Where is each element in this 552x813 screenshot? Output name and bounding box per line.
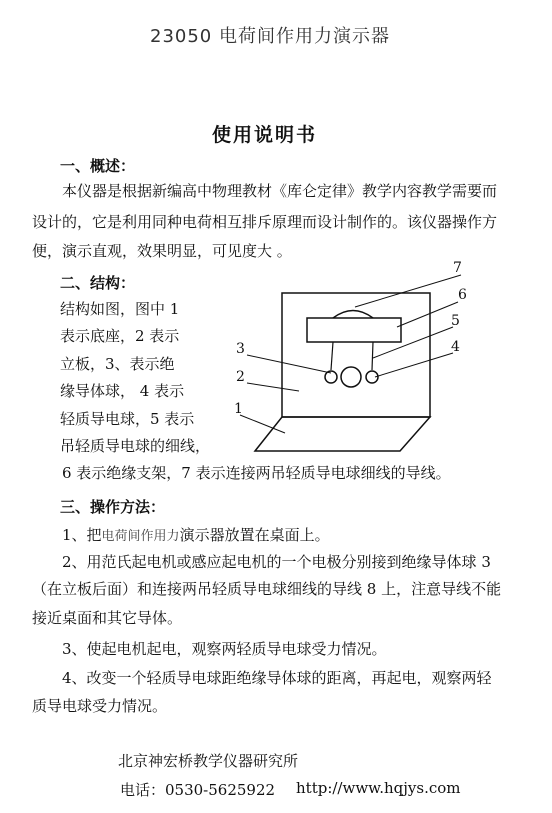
footer-phone: 电话：0530-5625922 <box>120 781 276 799</box>
structure-line-3: 立板，3、表示绝 <box>60 355 175 373</box>
operation-heading: 三、操作方法： <box>60 498 166 516</box>
footer-institute: 北京神宏桥教学仪器研究所 <box>118 752 299 770</box>
label-2: 2 <box>236 369 245 385</box>
structure-line-6: 吊轻质导电球的细线， <box>60 437 211 455</box>
structure-line-5: 轻质导电球，5 表示 <box>60 410 195 428</box>
label-3: 3 <box>236 341 245 357</box>
step-1 <box>62 524 330 545</box>
step-2-line-1: 2、用范氏起电机或感应起电机的一个电极分别接到绝缘导体球 3 <box>62 553 491 571</box>
document-title: 使用说明书 <box>212 124 318 146</box>
structure-line-4: 缘导体球， 4 表示 <box>60 382 185 400</box>
label-5: 5 <box>451 313 460 329</box>
overview-line-3: 便，演示直观，效果明显，可见度大 。 <box>32 242 292 260</box>
step-4-line-1: 4、改变一个轻质导电球距绝缘导体球的距离，再起电，观察两轻 <box>62 669 492 687</box>
step-2-line-3: 接近桌面和其它导体。 <box>32 609 183 627</box>
structure-heading: 二、结构： <box>60 274 136 292</box>
thread-left <box>331 342 333 370</box>
page-header: 23050 电荷间作用力演示器 <box>150 26 390 47</box>
insulating-support <box>307 318 401 342</box>
structure-tail: 6 表示绝缘支架，7 表示连接两吊轻质导电球细线的导线。 <box>62 464 451 482</box>
thread-right <box>372 342 373 370</box>
step-1-suffix: 演示器放置在桌面上。 <box>179 526 330 544</box>
step-2-line-2: （在立板后面）和连接两吊轻质导电球细线的导线 8 上，注意导线不能 <box>32 580 502 598</box>
step-4-line-2: 质导电球受力情况。 <box>32 697 168 715</box>
upright-board <box>282 293 430 417</box>
structure-line-1: 结构如图，图中 1 <box>60 300 180 318</box>
label-4: 4 <box>451 339 460 355</box>
connecting-wire <box>333 311 373 319</box>
structure-line-2: 表示底座，2 表示 <box>60 327 180 345</box>
overview-line-1: 本仪器是根据新编高中物理教材《库仑定律》教学内容教学需要而 <box>62 182 498 200</box>
base-plate <box>255 417 430 451</box>
overview-heading: 一、概述： <box>60 157 136 175</box>
overview-line-2: 设计的，它是利用同种电荷相互排斥原理而设计制作的。该仪器操作方 <box>32 213 498 231</box>
label-7: 7 <box>453 260 462 276</box>
label-6: 6 <box>458 287 467 303</box>
step-1-insert: 电荷间作用力 <box>101 529 180 544</box>
step-1-prefix: 1、把 <box>62 526 102 544</box>
label-1: 1 <box>234 401 243 417</box>
step-3: 3、使起电机起电，观察两轻质导电球受力情况。 <box>62 640 387 658</box>
apparatus-diagram <box>225 255 485 455</box>
footer-website: http://www.hqjys.com <box>296 779 461 797</box>
insulated-ball <box>341 367 361 387</box>
